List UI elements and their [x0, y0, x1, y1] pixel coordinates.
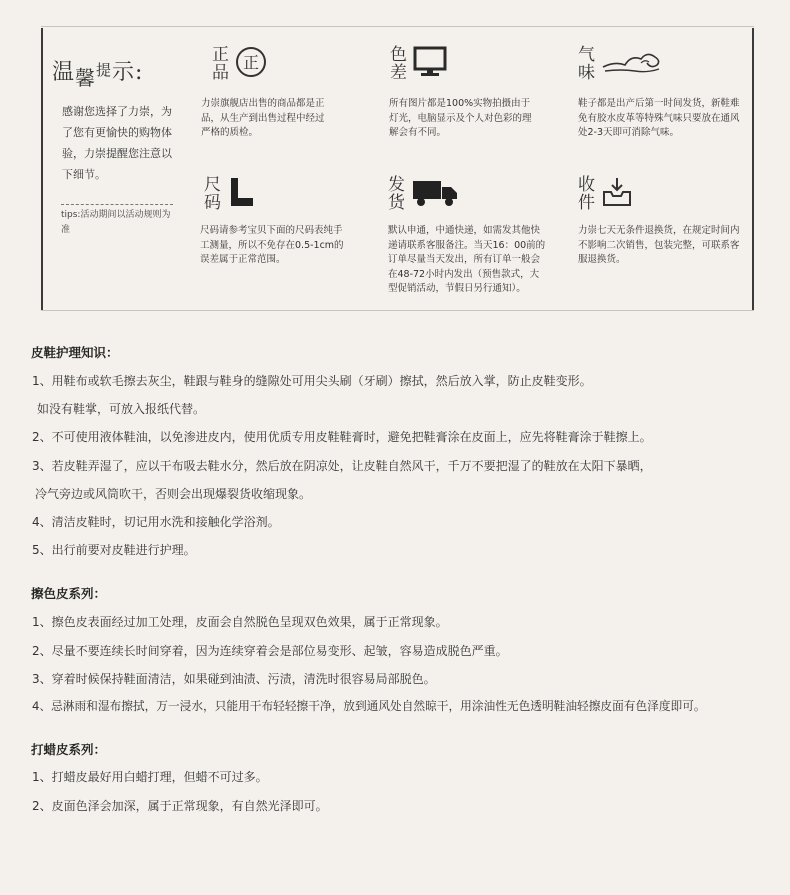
inbox-icon [601, 176, 633, 212]
care-line: 2、不可使用液体鞋油，以免渗进皮内，使用优质专用皮鞋鞋膏时，避免把鞋膏涂在皮面上，应先将鞋膏涂于鞋擦上。 [32, 430, 652, 444]
notice-intro: 感谢您选择了力崇，为了您有更愉快的购物体验，力崇提醒您注意以下细节。 [62, 105, 172, 181]
svg-text:正: 正 [242, 53, 260, 72]
care-title: 皮鞋护理知识： [31, 345, 119, 360]
care-line: 冷气旁边或风筒吹干，否则会出现爆裂货收缩现象。 [35, 487, 312, 501]
notice-top-rule [41, 26, 754, 27]
wax-title: 打蜡皮系列： [31, 742, 107, 757]
color-diff-text: 所有图片都是100%实物拍摄由于灯光，电脑显示及个人对色彩的理解会有不同。 [389, 98, 532, 138]
care-line: 5、出行前要对皮鞋进行护理。 [32, 543, 196, 557]
rubbed-title: 擦色皮系列： [31, 586, 107, 601]
color-diff-heading: 色 差 [390, 46, 447, 82]
rubbed-line: 4、忌淋雨和湿布擦拭，万一浸水，只能用干布轻轻擦干净，放到通风处自然晾干，用涂油性无色透明鞋油轻擦皮面有色泽度即可。 [32, 699, 706, 713]
shipping-heading: 发 货 [388, 176, 459, 212]
truck-icon [411, 177, 459, 211]
notice-bottom-rule [41, 310, 754, 311]
wax-line: 2、皮面色泽会加深，属于正常现象，有自然光泽即可。 [32, 799, 328, 813]
care-line: 如没有鞋掌，可放入报纸代替。 [37, 402, 206, 416]
notice-tips: tips:活动期间以活动规则为准 [61, 204, 173, 238]
genuine-heading: 正 品 正 [212, 46, 267, 82]
ruler-icon [227, 176, 255, 212]
odor-heading: 气 味 [578, 46, 663, 82]
shipping-text: 默认申通，中通快递，如需发其他快递请联系客服备注。当天16：00前的订单尽量当天发出，所有订单一般会在48-72小时内发出（预售款式，大型促销活动，节假日另行通知）。 [388, 225, 546, 294]
size-text: 尺码请参考宝贝下面的尺码表纯手工测量，所以不免存在0.5-1cm的误差属于正常范围。 [200, 225, 344, 265]
size-heading: 尺 码 [204, 176, 255, 212]
care-line: 4、清洁皮鞋时，切记用水洗和接触化学浴剂。 [32, 515, 280, 529]
return-text: 力崇七天无条件退换货，在规定时间内不影响二次销售，包装完整，可联系客服退换货。 [578, 225, 740, 265]
rubbed-line: 2、尽量不要连续长时间穿着，因为连续穿着会是部位易变形、起皱，容易造成脱色严重。 [32, 644, 508, 658]
care-line: 3、若皮鞋弄湿了，应以干布吸去鞋水分，然后放在阴凉处，让皮鞋自然风干，千万不要把湿了的鞋放在太阳下暴晒， [32, 459, 652, 473]
genuine-text: 力崇旗舰店出售的商品都是正品，从生产到出售过程中经过严格的质检。 [201, 98, 325, 138]
notice-title: 温馨提示: [52, 60, 144, 90]
wax-line: 1、打蜡皮最好用白蜡打理，但蜡不可过多。 [32, 770, 268, 784]
cloud-swirl-icon [601, 47, 663, 81]
monitor-icon [413, 46, 447, 82]
genuine-seal-icon [235, 46, 267, 82]
odor-text: 鞋子都是出产后第一时间发货，新鞋难免有胶水皮革等特殊气味只要放在通风处2-3天即可消除气味。 [578, 98, 740, 138]
return-heading: 收 件 [578, 176, 633, 212]
care-line: 1、用鞋布或软毛擦去灰尘，鞋跟与鞋身的缝隙处可用尖头刷（牙刷）擦拭，然后放入掌，防止皮鞋变形。 [32, 374, 592, 388]
rubbed-line: 1、擦色皮表面经过加工处理，皮面会自然脱色呈现双色效果，属于正常现象。 [32, 615, 448, 629]
rubbed-line: 3、穿着时候保持鞋面清洁，如果碰到油渍、污渍，清洗时很容易局部脱色。 [32, 672, 436, 686]
